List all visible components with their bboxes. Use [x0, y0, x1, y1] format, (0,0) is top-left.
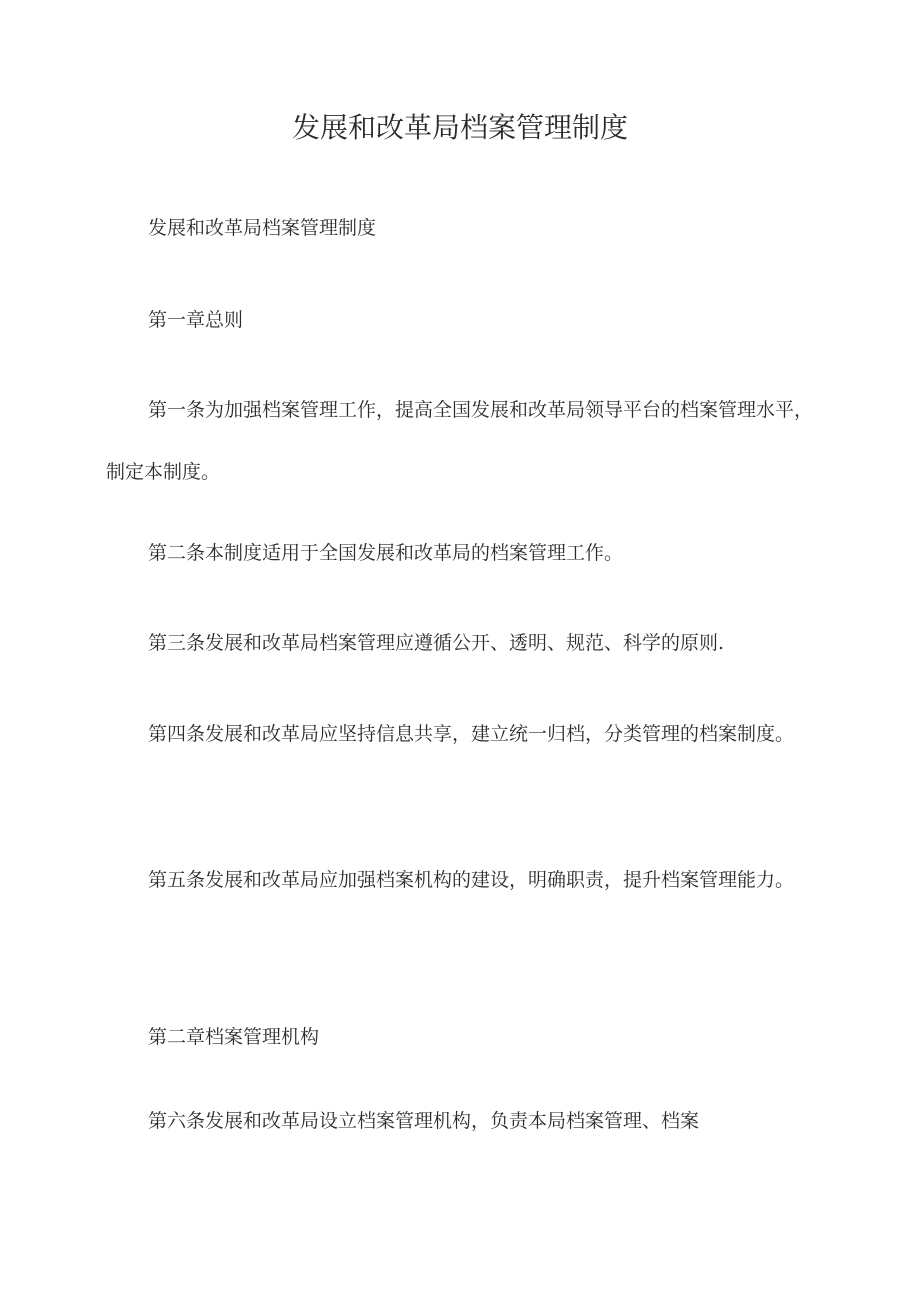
chapter-heading-2: 第二章档案管理机构 — [148, 1026, 320, 1048]
paragraph-subtitle: 发展和改革局档案管理制度 — [148, 217, 377, 239]
article-4: 第四条发展和改革局应坚持信息共享，建立统一归档，分类管理的档案制度。 — [148, 723, 795, 745]
article-5: 第五条发展和改革局应加强档案机构的建设，明确职责，提升档案管理能力。 — [148, 869, 795, 891]
article-3: 第三条发展和改革局档案管理应遵循公开、透明、规范、科学的原则. — [148, 632, 725, 654]
article-1: 第一条为加强档案管理工作，提高全国发展和改革局领导平台的档案管理水平，制定本制度。 — [106, 399, 814, 483]
chapter-heading-1: 第一章总则 — [148, 309, 244, 331]
article-2: 第二条本制度适用于全国发展和改革局的档案管理工作。 — [148, 542, 624, 564]
document-title: 发展和改革局档案管理制度 — [291, 111, 628, 144]
article-6: 第六条发展和改革局设立档案管理机构，负责本局档案管理、档案 — [148, 1110, 700, 1132]
